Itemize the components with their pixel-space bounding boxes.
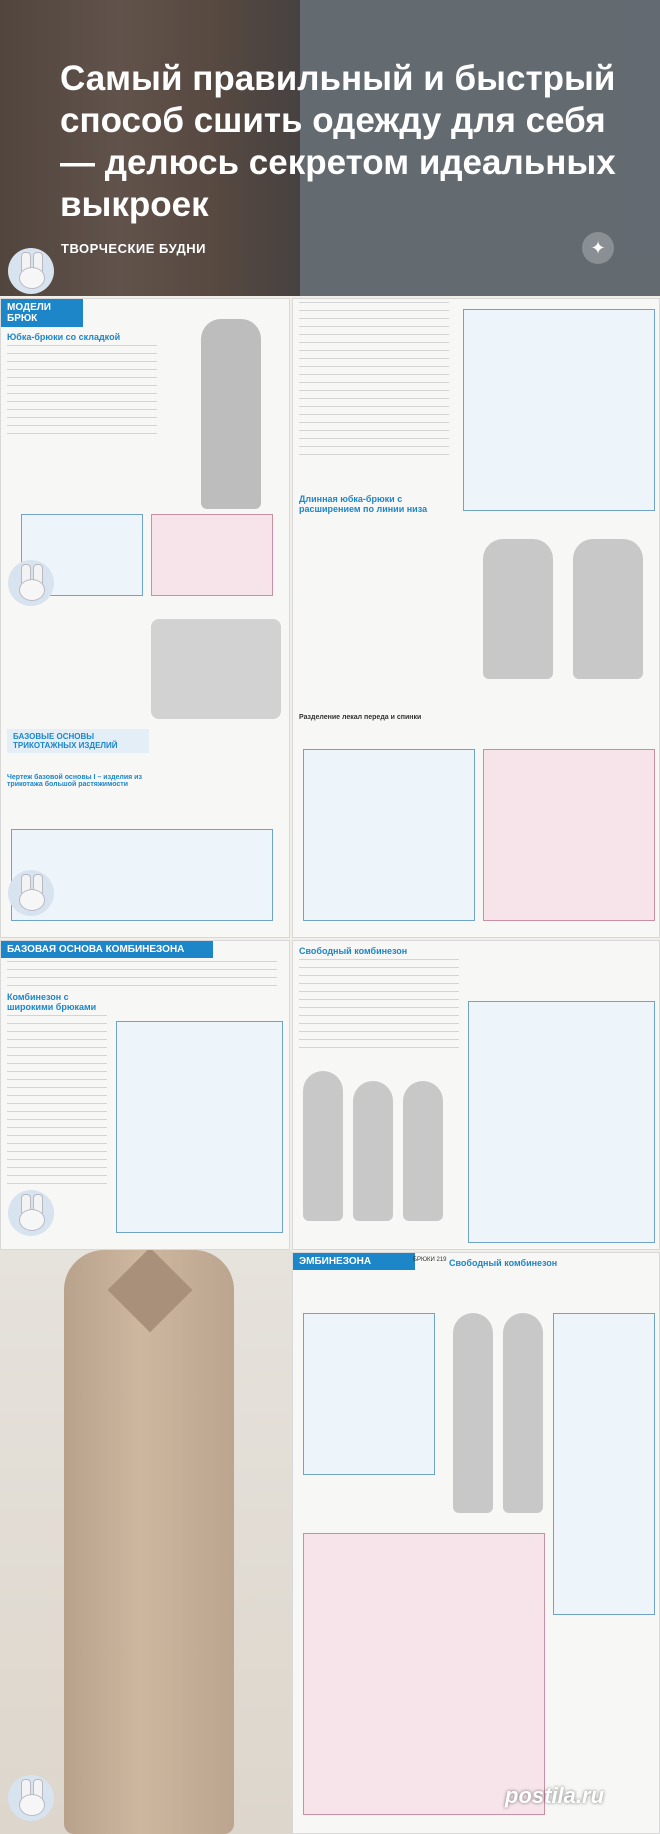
pattern-drawing [468,1001,655,1243]
section-header: ЭМБИНЕЗОНА [293,1253,415,1270]
pattern-drawing [11,829,273,921]
sparkle-icon[interactable]: ✦ [582,232,614,264]
bunny-logo-icon [8,870,54,916]
site-watermark: postila.ru [505,1783,605,1808]
pattern-drawing [303,749,475,921]
section-subtitle: Свободный комбинезон [299,946,408,956]
hero-title[interactable]: Самый правильный и быстрый способ сшить одежду для себя — делюсь секретом идеальных выкроек [60,59,616,224]
bunny-logo-icon [8,248,54,294]
section-subtitle: Свободный комбинезон [449,1258,558,1268]
section-header: МОДЕЛИ БРЮК [1,299,83,327]
text-block [7,345,157,435]
fashion-figure [483,539,553,679]
page-label: БРЮКИ 219 [413,1257,447,1263]
magazine-page-jumpsuit-2 [292,940,660,1250]
magazine-page-trousers [0,298,290,938]
section-subtitle: Чертеж базовой основы I – изделия из трикотажа большой растяжимости [7,774,142,788]
pattern-drawing [303,1313,435,1475]
magazine-page-trousers-2 [292,298,660,938]
magazine-page-jumpsuit-3 [292,1252,660,1834]
section-subtitle: Длинная юбка-брюки с расширением по линии низа [299,494,428,514]
text-block [7,1015,107,1185]
bunny-logo-icon [8,1775,54,1821]
pattern-drawing [483,749,655,921]
section-subtitle: Разделение лекал переда и спинки [299,714,422,721]
text-block [7,961,277,987]
text-block [299,302,449,462]
section-header: БАЗОВЫЕ ОСНОВЫ ТРИКОТАЖНЫХ ИЗДЕЛИЙ [7,729,149,753]
section-subtitle: Юбка-брюки со складкой [7,332,121,342]
fashion-figure [353,1081,393,1221]
fashion-figure [503,1313,543,1513]
pattern-drawing [116,1021,283,1233]
pattern-drawing [553,1313,655,1615]
pattern-drawing [463,309,655,511]
fashion-figure [201,319,261,509]
text-block [299,959,459,1049]
fashion-figure [403,1081,443,1221]
bunny-logo-icon [8,1190,54,1236]
hero-banner[interactable] [0,0,660,296]
fashion-figure [151,619,281,719]
pattern-drawing [151,514,273,596]
fashion-figure [453,1313,493,1513]
section-header: БАЗОВАЯ ОСНОВА КОМБИНЕЗОНА [1,941,213,958]
pattern-drawing [303,1533,545,1815]
bunny-logo-icon [8,560,54,606]
fashion-figure [303,1071,343,1221]
section-subtitle: Комбинезон с широкими брюками [7,992,97,1012]
fashion-figure [573,539,643,679]
product-photo-jumpsuit[interactable] [0,1250,292,1834]
model-figure [64,1250,234,1834]
channel-name[interactable]: ТВОРЧЕСКИЕ БУДНИ [61,241,206,256]
